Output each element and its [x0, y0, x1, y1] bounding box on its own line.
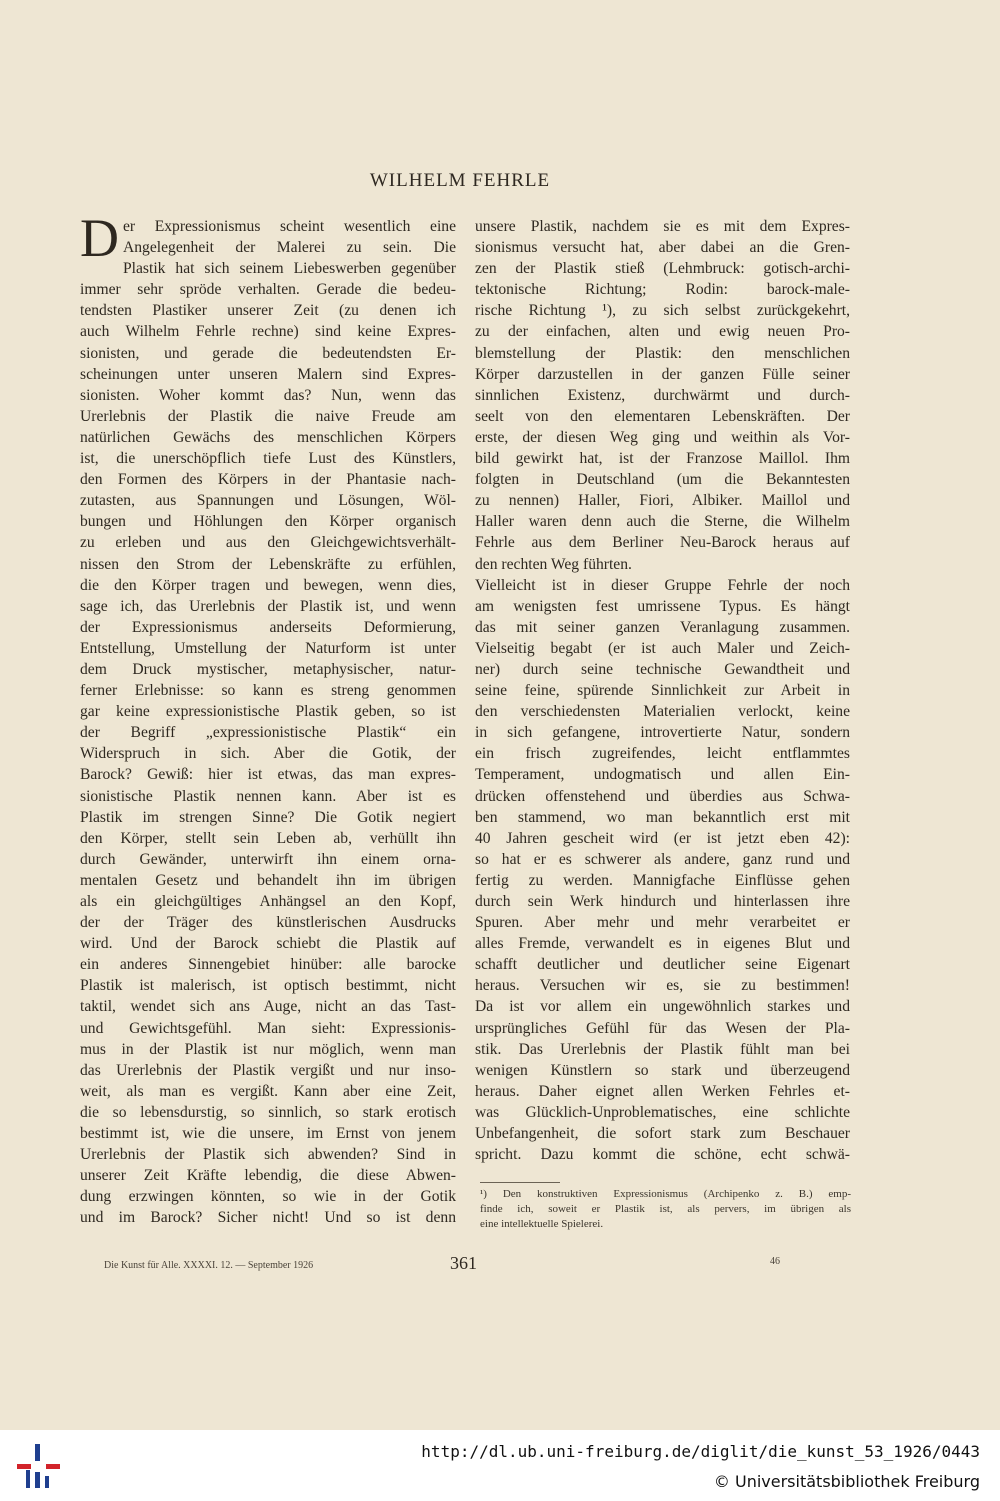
- left-column-line: bestimmt ist, wie die unsere, im Ernst von jenem: [80, 1125, 456, 1143]
- right-column-line: seine feine, spürende Sinnlichkeit zur Arbeit in: [475, 682, 850, 700]
- left-column-line: mentalen Gesetz und behandelt ihn im übrigen: [80, 871, 456, 889]
- right-column-line: Da ist vor allem ein ungewöhnlich starkes und: [475, 998, 850, 1016]
- right-column-line: in sich gefangene, introvertierte Natur, sondern: [475, 724, 850, 742]
- right-column-line: ben stammend, wo man bekanntlich erst mit: [475, 808, 850, 826]
- right-column-line: schafft deutlicher und deutlicher seine Eigenart: [475, 956, 850, 974]
- left-column-line: natürlichen Gewächs des menschlichen Körpers: [80, 428, 456, 446]
- left-column-line: sionistische Plastik nennen kann. Aber ist es: [80, 787, 456, 805]
- right-column-line: durch sein Werk hindurch und hinterlassen ihre: [475, 893, 850, 910]
- right-column-line: 40 Jahren gescheit wird (er ist jetzt eben 42):: [475, 829, 850, 847]
- right-column-line: was Glücklich-Unproblematisches, eine schlichte: [475, 1103, 850, 1121]
- left-column-line: die so lebensdurstig, so sinnlich, so stark erotisch: [80, 1103, 456, 1121]
- left-column-line: zutasten, aus Spannungen und Lösungen, Wöl-: [80, 492, 456, 510]
- right-column: [475, 216, 850, 1165]
- left-column-line: als ein gleichgültiges Anhängsel an den Kopf,: [80, 893, 456, 910]
- left-column-line: Angelegenheit der Malerei zu sein. Die: [123, 239, 456, 257]
- left-column-line: bungen und Höhlungen den Körper organisch: [80, 513, 456, 531]
- right-column-line: zu nennen) Haller, Fiori, Albiker. Maillol und: [475, 492, 850, 510]
- right-column-line: Spuren. Aber mehr und mehr verarbeitet er: [475, 914, 850, 932]
- right-column-line: ursprüngliches Gefühl für das Wesen der Pla-: [475, 1019, 850, 1037]
- right-column-line: zu der einfachen, alten und ewig neuen Pro-: [475, 323, 850, 341]
- right-column-line: Haller waren denn auch die Sterne, die Wilhelm: [475, 513, 850, 531]
- left-column-line: nissen den Strom der Lebenskräfte zu erfühlen,: [80, 555, 456, 573]
- left-column-line: und im Barock? Sicher nicht! Und so ist denn: [80, 1209, 456, 1227]
- left-column-line: ferner Erlebnisse: so kann es streng genommen: [80, 682, 456, 700]
- right-column-line: drücken offenstehend und überdies aus Schwa-: [475, 787, 850, 805]
- left-column-line: immer sehr spröde verhalten. Gerade die bedeu-: [80, 281, 456, 299]
- left-column-line: tendsten Plastiker unserer Zeit (zu denen ich: [80, 302, 456, 320]
- left-column-line: durch Gewänder, unterwirft ihn einem orna-: [80, 850, 456, 868]
- permalink-url[interactable]: http://dl.ub.uni-freiburg.de/diglit/die_kunst_53_1926/0443: [421, 1442, 980, 1461]
- right-column-line: unsere Plastik, nachdem sie es mit dem Expres-: [475, 218, 850, 235]
- footnote-line: eine intellektuelle Spielerei.: [480, 1218, 604, 1230]
- left-column-line: sionisten. Woher kommt das? Nun, wenn das: [80, 386, 456, 404]
- left-column-line: das Urerlebnis der Plastik vergißt und nur inso-: [80, 1061, 456, 1079]
- left-column-line: auch Wilhelm Fehrle rechne) sind keine Expres-: [80, 323, 456, 341]
- right-column-line: heraus. Versuchen wir es, sie zu bestimmen!: [475, 977, 850, 995]
- right-column-line: folgten in Deutschland (um die Bekanntesten: [475, 471, 850, 489]
- left-column-line: Urerlebnis der Plastik die naive Freude am: [80, 407, 456, 425]
- left-column-line: Barock? Gewiß: hier ist etwas, das man expres-: [80, 766, 456, 784]
- drop-cap: D: [80, 208, 119, 268]
- left-column: [80, 208, 456, 1229]
- left-column-line: den Körper, stellt sein Leben ab, verhüllt ihn: [80, 829, 456, 847]
- left-column-line: dung erzwingen könnten, so wie in der Gotik: [80, 1188, 456, 1206]
- right-column-line: rische Richtung ¹), zu sich selbst zurückgekehrt,: [475, 302, 850, 320]
- left-column-line: Widerspruch in sich. Aber die Gotik, der: [80, 745, 456, 763]
- right-column-line: bild gewirkt hat, ist der Franzose Maillol. Ihm: [475, 450, 850, 468]
- right-column-line: sionismus versucht hat, aber dabei an die Gren-: [475, 239, 850, 257]
- right-column-line: ein frisch zugreifendes, leicht entflammtes: [475, 745, 850, 763]
- right-column-line: den rechten Weg führten.: [475, 555, 632, 573]
- right-column-line: den verschiedensten Materialien verlockt, keine: [475, 703, 850, 721]
- left-column-line: Urerlebnis der Plastik sich abwenden? Sind in: [80, 1146, 456, 1164]
- footnote-divider: [480, 1182, 560, 1183]
- left-column-line: er Expressionismus scheint wesentlich eine: [123, 218, 456, 235]
- right-column-line: blemstellung der Plastik: den menschlichen: [475, 344, 850, 362]
- left-column-line: weit, als man es vergißt. Kann aber eine Zeit,: [80, 1082, 456, 1100]
- article-title: WILHELM FEHRLE: [369, 170, 551, 191]
- footnote-line: ¹) Den konstruktiven Expressionismus (Archipenko z. B.) emp-: [480, 1188, 851, 1200]
- footnote-line: finde ich, soweit er Plastik ist, als pervers, im übrigen als: [480, 1203, 851, 1215]
- footnote: [480, 1187, 851, 1232]
- ub-freiburg-logo-icon[interactable]: [17, 1444, 61, 1488]
- right-column-line: alles Fremde, verwandelt es in eigenes Blut und: [475, 935, 850, 953]
- left-column-line: Plastik ist malerisch, ist optisch bestimmt, nicht: [80, 977, 456, 995]
- right-column-line: Vielseitig begabt (er ist auch Maler und Zeich-: [475, 639, 850, 657]
- right-column-line: heraus. Daher eignet allen Werken Fehrles et-: [475, 1082, 850, 1100]
- left-column-line: und Gewichtsgefühl. Man sieht: Expressionis-: [80, 1019, 456, 1037]
- right-column-line: spricht. Dazu kommt die schöne, echt schwä-: [475, 1146, 850, 1164]
- copyright-notice: © Universitätsbibliothek Freiburg: [713, 1472, 980, 1491]
- left-column-line: zu erleben und aus den Gleichgewichtsverhält-: [80, 534, 456, 552]
- left-column-line: der der Träger des künstlerischen Ausdrucks: [80, 914, 456, 932]
- left-column-line: sionisten, und gerade die bedeutendsten Er-: [80, 344, 456, 362]
- left-column-line: ein anderes Sinnengebiet hinüber: alle barocke: [80, 956, 456, 974]
- left-column-line: Entstellung, Umstellung der Naturform ist unter: [80, 639, 456, 657]
- right-column-line: zen der Plastik stieß (Lehmbruck: gotisch-archi-: [475, 260, 850, 278]
- left-column-line: gar keine expressionistische Plastik geben, so ist: [80, 703, 456, 721]
- right-column-line: wenigen Künstlern so stark und überzeugend: [475, 1061, 850, 1079]
- right-column-line: Unbefangenheit, die sofort stark zum Beschauer: [475, 1125, 850, 1143]
- left-column-line: sage ich, das Urerlebnis der Plastik ist, und wenn: [80, 597, 456, 615]
- right-column-line: sinnlichen Existenz, durchwärmt und durch-: [475, 386, 850, 404]
- left-column-line: unserer Zeit Kräfte lebendig, die diese Abwen-: [80, 1167, 456, 1185]
- left-column-line: taktil, wendet sich ans Auge, nicht an das Tast-: [80, 998, 456, 1016]
- journal-citation: Die Kunst für Alle. XXXXI. 12. — September 1926: [104, 1260, 314, 1271]
- left-column-line: ist, die unerschöpflich tiefe Lust des Künstlers,: [80, 450, 456, 468]
- left-column-line: den Formen des Körpers in der Phantasie nach-: [80, 471, 456, 489]
- right-column-line: stik. Das Urerlebnis der Plastik fühlt man bei: [475, 1040, 850, 1058]
- left-column-line: die den Körper tragen und bewegen, wenn dies,: [80, 576, 456, 594]
- right-column-line: erste, der diesen Weg ging und weithin als Vor-: [475, 428, 850, 446]
- signature-mark: 46: [770, 1256, 780, 1267]
- right-column-line: am wenigsten fest umrissene Typus. Es hängt: [475, 597, 850, 615]
- right-column-line: tektonische Richtung; Rodin: barock-male-: [475, 281, 850, 299]
- right-column-line: Temperament, undogmatisch und allen Ein-: [475, 766, 850, 784]
- left-column-line: der Begriff „expressionistische Plastik“ ein: [80, 724, 456, 742]
- left-column-line: der Expressionismus anderseits Deformierung,: [80, 618, 456, 636]
- library-footer-bar: [0, 1430, 1000, 1501]
- right-column-line: seelt von den elementaren Lebenskräften. Der: [475, 407, 850, 425]
- right-column-line: fertig zu werden. Mannigfache Einflüsse gehen: [475, 871, 850, 889]
- left-column-line: wird. Und der Barock schiebt die Plastik auf: [80, 935, 456, 953]
- left-column-line: scheinungen unter unseren Malern sind Expres-: [80, 365, 456, 383]
- left-column-line: mus in der Plastik ist nur möglich, wenn man: [80, 1040, 456, 1058]
- right-column-line: Fehrle aus dem Berliner Neu-Barock heraus auf: [475, 534, 850, 552]
- right-column-line: Körper darzustellen in der ganzen Fülle seiner: [475, 365, 850, 383]
- right-column-line: das mit seiner ganzen Veranlagung zusammen.: [475, 618, 850, 636]
- left-column-line: Plastik im strengen Sinne? Die Gotik negiert: [80, 808, 456, 826]
- right-column-line: Vielleicht ist in dieser Gruppe Fehrle der noch: [475, 576, 850, 594]
- right-column-line: so hat er es schwerer als andere, ganz rund und: [475, 850, 850, 868]
- left-column-line: Plastik hat sich seinem Liebeswerben gegenüber: [123, 260, 456, 278]
- right-column-line: ner) durch seine technische Gewandtheit und: [475, 660, 850, 678]
- page-number: 361: [450, 1253, 477, 1273]
- left-column-line: dem Druck mystischer, metaphysischer, natur-: [80, 660, 456, 678]
